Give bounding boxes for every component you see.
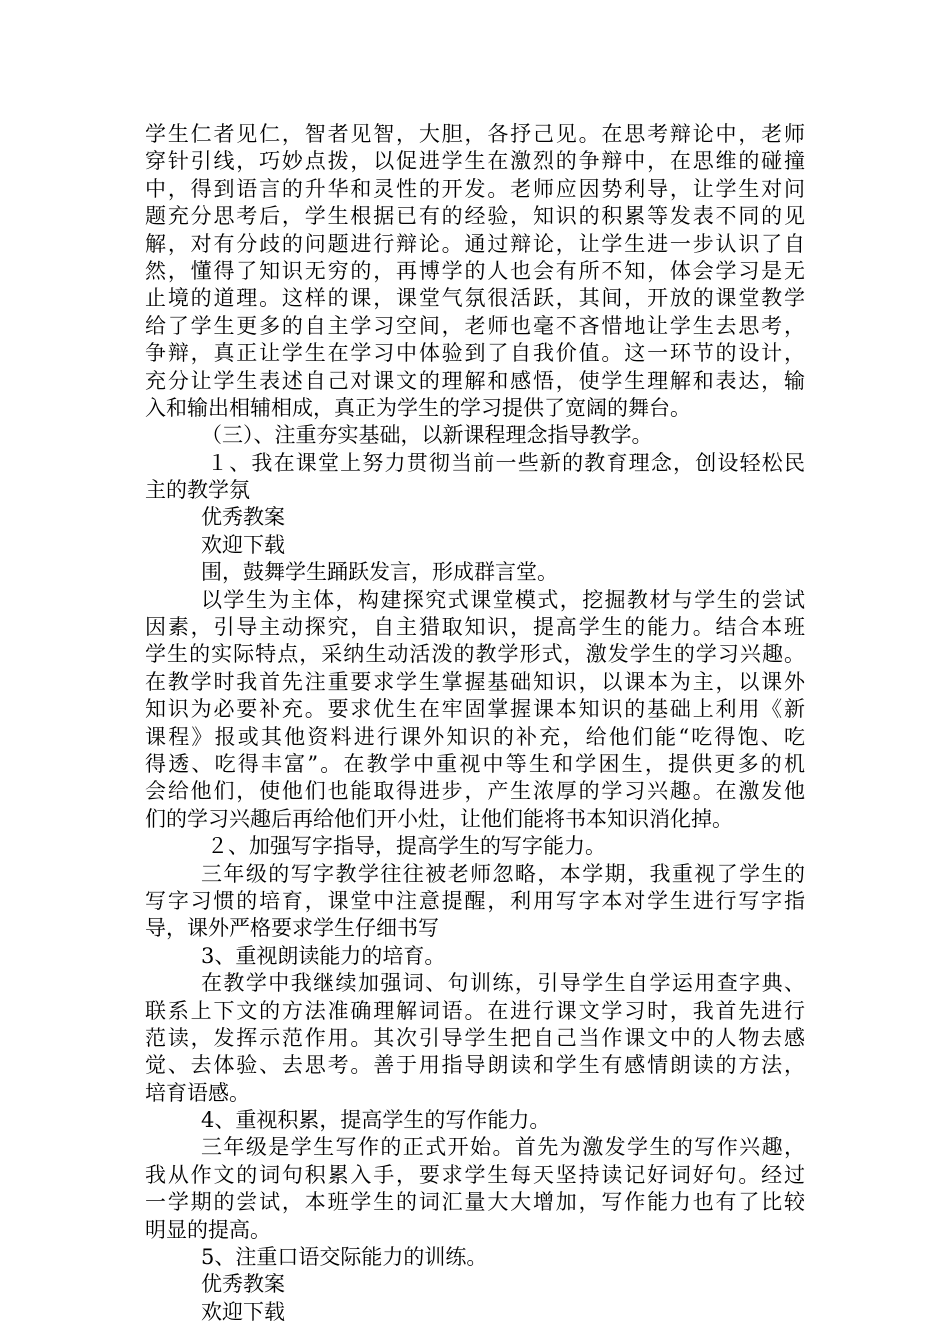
text-line: 课程》报或其他资料进行课外知识的补充，给他们能“吃得饱、吃 (145, 724, 805, 749)
text-line: 题充分思考后，学生根据已有的经验，知识的积累等发表不同的见 (145, 204, 805, 229)
text-line: 学生仁者见仁，智者见智，大胆，各抒己见。在思考辩论中，老师 (145, 122, 805, 146)
text-line: 在教学中我继续加强词、句训练，引导学生自学运用查字典、 (201, 971, 805, 996)
footer-label: 优秀教案 (201, 1272, 285, 1297)
text-line: 然，懂得了知识无穷的，再博学的人也会有所不知，体会学习是无 (145, 258, 805, 283)
section-heading: ２、加强写字指导，提高学生的写字能力。 (207, 834, 606, 859)
text-line: 得透、吃得丰富”。在教学中重视中等生和学困生，提供更多的机 (145, 751, 805, 776)
text-line: 会给他们，使他们也能取得进步，产生浓厚的学习兴趣。在激发他 (145, 779, 805, 804)
text-line: 争辩，真正让学生在学习中体验到了自我价值。这一环节的设计， (145, 341, 805, 366)
text-line: 充分让学生表述自己对课文的理解和感悟，使学生理解和表达，输 (145, 368, 805, 393)
footer-label: 欢迎下载 (201, 1299, 285, 1324)
text-line: 明显的提高。 (145, 1217, 271, 1242)
text-line: 联系上下文的方法准确理解词语。在进行课文学习时，我首先进行 (145, 998, 805, 1023)
text-line: 范读，发挥示范作用。其次引导学生把自己当作课文中的人物去感 (145, 1025, 805, 1050)
text-line: 止境的道理。这样的课，课堂气氛很活跃，其间，开放的课堂教学 (145, 286, 805, 311)
text-line: 知识为必要补充。要求优生在牢固掌握课本知识的基础上利用《新 (145, 697, 805, 722)
text-line: 写字习惯的培育，课堂中注意提醒，利用写字本对学生进行写字指 (145, 888, 805, 913)
text-line: 觉、去体验、去思考。善于用指导朗读和学生有感情朗读的方法， (145, 1053, 805, 1078)
text-line: 一学期的尝试，本班学生的词汇量大大增加，写作能力也有了比较 (145, 1190, 805, 1215)
text-line: 围，鼓舞学生踊跃发言，形成群言堂。 (201, 560, 558, 585)
text-line: 在教学时我首先注重要求学生掌握基础知识，以课本为主，以课外 (145, 669, 805, 694)
text-line: 导，课外严格要求学生仔细书写 (145, 916, 439, 941)
text-line: 解，对有分歧的问题进行辩论。通过辩论，让学生进一步认识了自 (145, 231, 805, 256)
footer-label: 优秀教案 (201, 505, 285, 530)
text-line: 们的学习兴趣后再给他们开小灶，让他们能将书本知识消化掉。 (145, 806, 733, 831)
text-line: 给了学生更多的自主学习空间，老师也毫不吝惜地让学生去思考， (145, 313, 805, 338)
text-line: 入和输出相辅相成，真正为学生的学习提供了宽阔的舞台。 (145, 395, 691, 420)
section-heading: 5、注重口语交际能力的训练。 (201, 1245, 488, 1270)
text-line: 我从作文的词句积累入手，要求学生每天坚持读记好词好句。经过 (145, 1162, 805, 1187)
text-line: 主的教学氛 (145, 478, 250, 503)
text-line: 因素，引导主动探究，自主猎取知识，提高学生的能力。结合本班 (145, 615, 805, 640)
text-line: 培育语感。 (145, 1080, 250, 1105)
section-heading: 3、重视朗读能力的培育。 (201, 943, 446, 968)
text-line: 中，得到语言的升华和灵性的开发。老师应因势利导，让学生对问 (145, 176, 805, 201)
text-line: 以学生为主体，构建探究式课堂模式，挖掘教材与学生的尝试 (201, 587, 805, 612)
text-line: １、我在课堂上努力贯彻当前一些新的教育理念，创设轻松民 (207, 450, 805, 475)
section-heading: （三）、注重夯实基础，以新课程理念指导教学。 (201, 423, 653, 448)
section-heading: 4、重视积累，提高学生的写作能力。 (201, 1108, 551, 1133)
document-body (145, 121, 805, 1326)
text-line: 三年级的写字教学往往被老师忽略，本学期，我重视了学生的 (201, 861, 805, 886)
text-line: 学生的实际特点，采纳生动活泼的教学形式，激发学生的学习兴趣。 (145, 642, 805, 667)
text-line: 三年级是学生写作的正式开始。首先为激发学生的写作兴趣， (201, 1135, 805, 1160)
text-line: 穿针引线，巧妙点拨，以促进学生在激烈的争辩中，在思维的碰撞 (145, 149, 805, 174)
footer-label: 欢迎下载 (201, 532, 285, 557)
